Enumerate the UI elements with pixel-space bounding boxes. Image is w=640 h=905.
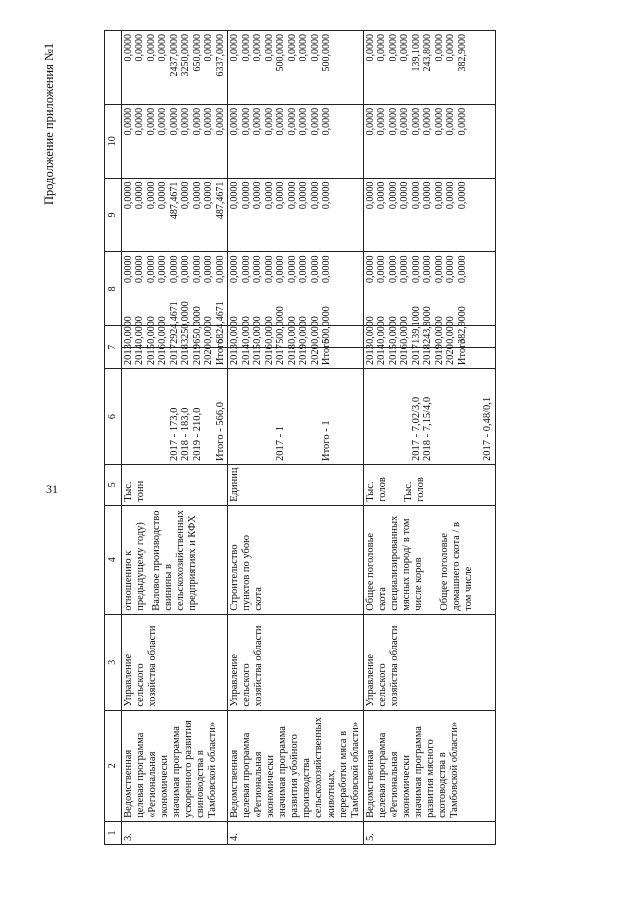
funding-other-value: 0,0000: [240, 34, 252, 62]
executor: Управление сельского хозяйства области: [228, 614, 364, 710]
unit-text-2: Тыс. голов: [402, 477, 426, 502]
funding-regional-value: 0,0000: [364, 181, 376, 210]
funding-federal-stack: [365, 255, 469, 322]
funding-local-value: 0,0000: [240, 107, 252, 136]
funding-local-value: 0,0000: [456, 107, 468, 136]
funding-federal-value: 0,0000: [240, 255, 252, 283]
funding-local-value: 0,0000: [387, 107, 399, 136]
funding-local-value: 0,0000: [364, 107, 376, 136]
funding-regional-value: 0,0000: [134, 181, 145, 210]
funding-federal: [228, 252, 364, 326]
funding-total-value: 0,0000: [229, 316, 240, 344]
funding-regional-value: 0,0000: [145, 181, 157, 210]
funding-other-stack: [123, 34, 227, 101]
funding-federal-value: 0,0000: [191, 255, 203, 283]
table-row: [228, 31, 364, 845]
funding-federal-stack: [123, 255, 227, 322]
target-value: [445, 372, 457, 461]
funding-regional-value: 0,0000: [191, 181, 203, 210]
funding-other-value: 0,0000: [122, 34, 134, 62]
funding-regional-value: 0,0000: [433, 181, 445, 210]
funding-regional-value: 0,0000: [252, 181, 263, 210]
funding-other-value: 0,0000: [145, 34, 157, 62]
target-stack: [123, 372, 227, 461]
program-table: [104, 30, 496, 845]
year-value: 2014: [134, 344, 145, 366]
funding-local-value: 0,0000: [122, 107, 134, 136]
target-value: [252, 372, 264, 461]
year-value: 2015: [252, 344, 263, 366]
funding-total-value: 500,0000: [275, 306, 286, 344]
header-cell: 4: [105, 505, 122, 614]
year-value: 2020: [445, 344, 457, 366]
page-number: 31: [46, 482, 58, 496]
funding-regional: [121, 178, 228, 252]
funding-total-value: 6824,4671: [214, 301, 226, 344]
year-value: 2015: [387, 344, 399, 366]
year-value: 2019: [298, 344, 309, 366]
funding-other-value: 0,0000: [229, 34, 240, 62]
funding-local-value: 0,0000: [410, 107, 422, 136]
funding-other-value: 2437,0000: [168, 34, 180, 77]
funding-federal-value: 0,0000: [157, 255, 168, 283]
funding-total-value: 0,0000: [433, 316, 445, 344]
target-stack: [365, 372, 469, 461]
funding-local-value: 0,0000: [145, 107, 157, 136]
funding-federal-value: 0,0000: [410, 255, 422, 283]
year-value: 2020: [309, 344, 321, 366]
funding-federal-value: 0,0000: [445, 255, 457, 283]
funding-total-value: 0,0000: [298, 316, 309, 344]
funding-local-value: 0,0000: [157, 107, 168, 136]
funding-regional-value: 487,4671: [168, 181, 180, 220]
year-value: 2016: [263, 344, 275, 366]
funding-other-value: 0,0000: [286, 34, 298, 62]
indicator-cell: [121, 505, 228, 614]
funding-local-value: 0,0000: [376, 107, 388, 136]
funding-regional-value: 0,0000: [122, 181, 134, 210]
header-row: [105, 31, 122, 845]
funding-other: [228, 31, 364, 105]
funding-total-value: 0,0000: [240, 316, 252, 344]
target-value: [457, 372, 469, 461]
funding-regional-value: 0,0000: [309, 181, 321, 210]
funding-total-value: 139,1000: [410, 306, 422, 344]
target-value: [146, 372, 158, 461]
funding-other-value: 650,0000: [191, 34, 203, 72]
target-value: 2018 - 7,15/4,0: [422, 396, 434, 461]
funding-regional: [363, 178, 496, 252]
funding-local-value: 0,0000: [286, 107, 298, 136]
funding-other-value: 0,0000: [445, 34, 457, 62]
funding-regional-value: 0,0000: [376, 181, 388, 210]
year: [363, 338, 496, 368]
funding-federal-stack: [229, 255, 333, 322]
year-value: 2014: [376, 344, 388, 366]
funding-federal-value: 0,0000: [321, 255, 332, 283]
funding-federal-value: 0,0000: [376, 255, 388, 283]
funding-federal-value: 0,0000: [422, 255, 434, 283]
funding-local-value: 0,0000: [433, 107, 445, 136]
funding-local-value: 0,0000: [252, 107, 263, 136]
header-cell: [105, 31, 122, 105]
funding-other-stack: [365, 34, 469, 101]
funding-regional-value: 0,0000: [203, 181, 214, 210]
header-cell: 9: [105, 178, 122, 252]
funding-total-value: 0,0000: [157, 316, 168, 344]
year-value: 2018: [422, 344, 434, 366]
target-value: [298, 372, 310, 461]
funding-total-value: 3250,0000: [180, 301, 191, 344]
year-value: 2017: [410, 344, 422, 366]
header-cell: 3: [105, 614, 122, 710]
funding-federal: [363, 252, 496, 326]
header-cell: 2: [105, 710, 122, 821]
funding-local-value: 0,0000: [321, 107, 332, 136]
funding-local-value: 0,0000: [399, 107, 411, 136]
funding-local-value: 0,0000: [214, 107, 226, 136]
funding-other-value: 0,0000: [399, 34, 411, 62]
funding-other-value: 139,1000: [410, 34, 422, 72]
funding-other-value: 0,0000: [263, 34, 275, 62]
funding-total-value: 0,0000: [145, 316, 157, 344]
funding-federal-value: 0,0000: [180, 255, 191, 283]
funding-local-value: 0,0000: [275, 107, 286, 136]
program-name: Ведомственная целевая программа «Региональная экономически значимая программа ускоренного развития свиноводства в Тамбовской области»: [121, 710, 228, 821]
funding-total-value: 0,0000: [376, 316, 388, 344]
year-value: 2017: [275, 344, 286, 366]
funding-total-value: 2924,4671: [168, 301, 180, 344]
year-value: 2013: [122, 344, 134, 366]
target-value: [365, 372, 377, 461]
funding-local-value: 0,0000: [134, 107, 145, 136]
funding-total-value: 0,0000: [122, 316, 134, 344]
indicator-cell: [363, 505, 496, 614]
target-value: 2017 - 1: [275, 426, 286, 461]
target-value: Итого - 566,0: [214, 402, 226, 461]
year-stack: [364, 338, 469, 366]
funding-federal-value: 0,0000: [286, 255, 298, 283]
indicator-text: Строительство пунктов по убою скота: [229, 535, 265, 611]
funding-other-value: 0,0000: [433, 34, 445, 62]
indicator-continuation: отношению к предыдущему году): [122, 522, 146, 611]
target: [228, 369, 364, 465]
funding-total-stack: [229, 306, 333, 344]
funding-total-value: 0,0000: [399, 316, 411, 344]
funding-local: [363, 104, 496, 178]
header-cell: 8: [105, 252, 122, 326]
funding-federal-value: 0,0000: [275, 255, 286, 283]
table-row: [121, 31, 228, 845]
funding-federal-value: 0,0000: [122, 255, 134, 283]
funding-local-stack: [229, 108, 333, 175]
funding-regional-value: 0,0000: [240, 181, 252, 210]
funding-federal-value: 0,0000: [456, 255, 468, 283]
funding-other-value: 382,9000: [456, 34, 468, 72]
year-value: Итого: [456, 338, 468, 366]
funding-local-value: 0,0000: [422, 107, 434, 136]
year-stack: [122, 338, 227, 366]
funding-regional-value: 0,0000: [422, 181, 434, 210]
indicator-text-2: Общее поголовье домашнего скота / в том числе: [439, 522, 475, 611]
target-value: [134, 372, 146, 461]
header-cell: 6: [105, 369, 122, 465]
row-number: 4.: [228, 821, 364, 844]
funding-total-value: 0,0000: [286, 316, 298, 344]
unit-text: Тыс. тонн: [122, 480, 146, 502]
year-value: 2018: [286, 344, 298, 366]
funding-local: [228, 104, 364, 178]
funding-local-value: 0,0000: [229, 107, 240, 136]
appendix-caption: Продолжение приложения №1: [42, 42, 56, 205]
funding-local-stack: [365, 108, 469, 175]
program-name: Ведомственная целевая программа «Региональная экономически значимая программа развития убойного производства сельскохозяйственных животных, переработки мяса в Тамбовской области»: [228, 710, 364, 821]
funding-regional-value: 0,0000: [157, 181, 168, 210]
funding-regional: [228, 178, 364, 252]
funding-other-value: 0,0000: [364, 34, 376, 62]
unit-cell: [363, 465, 496, 506]
target-value: [287, 372, 299, 461]
funding-regional-value: 0,0000: [410, 181, 422, 210]
year-value: 2013: [229, 344, 240, 366]
funding-other-value: 0,0000: [203, 34, 214, 62]
funding-regional-value: 0,0000: [399, 181, 411, 210]
funding-federal-value: 0,0000: [168, 255, 180, 283]
indicator-text: Валовое производство свинины в сельскохозяйственных предприятиях и КФХ: [150, 510, 198, 611]
header-cell: 1: [105, 821, 122, 844]
funding-local-value: 0,0000: [168, 107, 180, 136]
year-value: 2016: [157, 344, 168, 366]
funding-federal-value: 0,0000: [252, 255, 263, 283]
funding-regional-value: 0,0000: [263, 181, 275, 210]
program-name: Ведомственная целевая программа «Региональная экономически значимая программа развития мясного скотоводства в Тамбовской области»: [363, 710, 496, 821]
funding-regional-value: 0,0000: [180, 181, 191, 210]
funding-total-value: 0,0000: [309, 316, 321, 344]
funding-total-value: 500,0000: [321, 306, 332, 344]
funding-regional-stack: [123, 182, 227, 249]
funding-regional-stack: [229, 182, 333, 249]
funding-total-value: 0,0000: [387, 316, 399, 344]
funding-regional-value: 0,0000: [298, 181, 309, 210]
target-value: 2019 - 210,0: [191, 407, 203, 461]
target: [121, 369, 228, 465]
funding-regional-value: 0,0000: [445, 181, 457, 210]
header-cell: 10: [105, 104, 122, 178]
target-value: [388, 372, 400, 461]
funding-federal-value: 0,0000: [364, 255, 376, 283]
table-row: [363, 31, 496, 845]
unit-text: Тыс. голов: [364, 477, 388, 502]
funding-total-value: 0,0000: [203, 316, 214, 344]
funding-other-value: 6337,0000: [214, 34, 226, 77]
indicator-cell: [228, 505, 364, 614]
year-value: 2017: [168, 344, 180, 366]
target-value: [376, 372, 388, 461]
target-value: 2017 - 173,0: [168, 407, 180, 461]
executor: Управление сельского хозяйства области: [363, 614, 496, 710]
target-value: [264, 372, 276, 461]
funding-other-value: 500,0000: [275, 34, 286, 72]
funding-federal: [121, 252, 228, 326]
year-value: 2014: [240, 344, 252, 366]
target-value: [399, 372, 411, 461]
funding-total-value: 0,0000: [263, 316, 275, 344]
funding-other: [363, 31, 496, 105]
unit-text: Единиц: [229, 467, 240, 502]
unit-cell: [121, 465, 228, 506]
target-value: [123, 372, 135, 461]
funding-federal-value: 0,0000: [263, 255, 275, 283]
row-number: 3.: [121, 821, 228, 844]
funding-regional-value: 0,0000: [229, 181, 240, 210]
target-value: [203, 372, 215, 461]
funding-local-value: 0,0000: [309, 107, 321, 136]
year-value: 2016: [399, 344, 411, 366]
row-number: 5.: [363, 821, 496, 844]
funding-other-value: 0,0000: [387, 34, 399, 62]
funding-regional-stack: [365, 182, 469, 249]
target-value: [229, 372, 241, 461]
funding-local-value: 0,0000: [203, 107, 214, 136]
target-value: 2018 - 183,0: [180, 407, 191, 461]
header-cell: 7: [105, 326, 122, 369]
funding-federal-value: 0,0000: [309, 255, 321, 283]
target-value: Итого - 1: [321, 420, 332, 461]
target-value: [157, 372, 169, 461]
unit-cell: [228, 465, 364, 506]
header-cell: 5: [105, 465, 122, 506]
funding-regional-value: 0,0000: [286, 181, 298, 210]
funding-federal-value: 0,0000: [214, 255, 226, 283]
year-value: Итого: [214, 338, 226, 366]
funding-federal-value: 0,0000: [229, 255, 240, 283]
funding-total-stack: [122, 301, 227, 344]
funding-total-value: 243,8000: [422, 306, 434, 344]
funding-federal-value: 0,0000: [203, 255, 214, 283]
funding-local-value: 0,0000: [445, 107, 457, 136]
indicator-text: Общее поголовье скота специализированных мясных пород/ в том числе коров: [364, 515, 424, 611]
year-value: 2019: [433, 344, 445, 366]
funding-total-value: 0,0000: [252, 316, 263, 344]
funding-regional-value: 0,0000: [456, 181, 468, 210]
year: [228, 338, 364, 368]
year-value: Итого: [321, 338, 332, 366]
funding-federal-value: 0,0000: [145, 255, 157, 283]
target-value: [310, 372, 322, 461]
funding-other-value: 0,0000: [309, 34, 321, 62]
year-value: 2019: [191, 344, 203, 366]
funding-other-value: 0,0000: [252, 34, 263, 62]
funding-total-value: 0,0000: [134, 316, 145, 344]
funding-total-value: 382,9000: [456, 306, 468, 344]
funding-total-value: 0,0000: [445, 316, 457, 344]
funding-federal-value: 0,0000: [134, 255, 145, 283]
funding-other-value: 3250,0000: [180, 34, 191, 77]
year-value: 2013: [364, 344, 376, 366]
funding-total-value: 0,0000: [364, 316, 376, 344]
target-value: [434, 372, 446, 461]
year-value: 2015: [145, 344, 157, 366]
funding-regional-value: 0,0000: [275, 181, 286, 210]
funding-regional-value: 0,0000: [321, 181, 332, 210]
year-value: 2020: [203, 344, 214, 366]
funding-other-value: 243,8000: [422, 34, 434, 72]
funding-total-stack: [364, 306, 469, 344]
funding-local-value: 0,0000: [263, 107, 275, 136]
funding-local-stack: [123, 108, 227, 175]
funding-local-value: 0,0000: [191, 107, 203, 136]
funding-federal-value: 0,0000: [399, 255, 411, 283]
year-stack: [229, 338, 333, 366]
funding-regional-value: 0,0000: [387, 181, 399, 210]
target-stack: [229, 372, 333, 461]
funding-other-value: 0,0000: [134, 34, 145, 62]
funding-other-value: 500,0000: [321, 34, 332, 72]
funding-local-value: 0,0000: [298, 107, 309, 136]
year: [121, 338, 228, 368]
funding-other-value: 0,0000: [157, 34, 168, 62]
funding-total-value: 650,0000: [191, 306, 203, 344]
funding-other-stack: [229, 34, 333, 101]
funding-federal-value: 0,0000: [298, 255, 309, 283]
funding-other: [121, 31, 228, 105]
target: [363, 369, 496, 465]
year-value: 2018: [180, 344, 191, 366]
target-extra: 2017 - 0,48/0,1: [482, 396, 494, 461]
target-value: 2017 - 7,02/3,0: [410, 396, 422, 461]
funding-local-value: 0,0000: [180, 107, 191, 136]
funding-federal-value: 0,0000: [433, 255, 445, 283]
funding-local: [121, 104, 228, 178]
funding-other-value: 0,0000: [298, 34, 309, 62]
funding-federal-value: 0,0000: [387, 255, 399, 283]
executor: Управление сельского хозяйства области: [121, 614, 228, 710]
target-value: [241, 372, 253, 461]
funding-other-value: 0,0000: [376, 34, 388, 62]
funding-regional-value: 487,4671: [214, 181, 226, 220]
